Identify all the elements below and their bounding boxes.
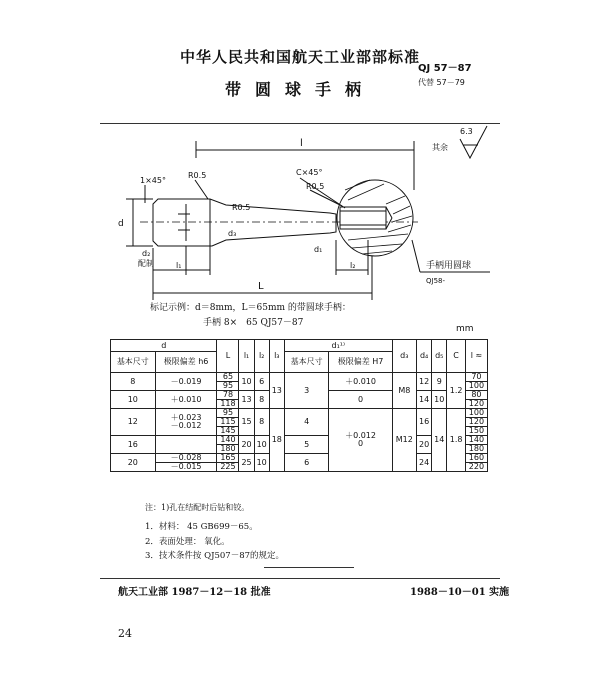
header-d: d: [111, 340, 217, 352]
d-tol-upper: ＋0.023: [170, 413, 202, 422]
l2-cell: 6: [254, 373, 269, 391]
L-cell: 140: [217, 436, 239, 445]
footnote: 注：1)孔在结配时后钻和铰。: [145, 503, 250, 512]
header-d-tol: 极限偏差 h6: [155, 352, 217, 373]
d5-cell: 9: [432, 373, 447, 391]
l-cell: 70: [465, 373, 487, 382]
approval-date: 航天工业部 1987－12－18 批准: [118, 587, 271, 598]
document-title: 带圆球手柄: [224, 80, 375, 99]
l2-cell: 8: [254, 409, 269, 436]
dimension-table: [110, 339, 488, 472]
ball-standard: QJ58-: [426, 277, 446, 285]
d-basic-cell: 20: [111, 454, 156, 472]
d5-cell: 10: [432, 391, 447, 409]
replaces-standard: 代替 57－79: [418, 78, 465, 87]
d-tol-cell: [155, 409, 217, 436]
d-tol-cell: ＋0.010: [155, 391, 217, 409]
unit-label: mm: [456, 324, 474, 334]
d4-cell: 20: [417, 436, 432, 454]
table-row: [111, 409, 488, 418]
table-row: [111, 373, 488, 382]
l-cell: 140: [465, 436, 487, 445]
d4-cell: 24: [417, 454, 432, 472]
dim-d1-label: d₁: [314, 245, 323, 254]
dim-d-label: d: [118, 219, 124, 229]
l-cell: 100: [465, 409, 487, 418]
d3-cell: M12: [392, 409, 416, 472]
d4-cell: 12: [417, 373, 432, 391]
standard-number: QJ 57－87: [418, 63, 472, 74]
d1-tol-cell: ＋0.010: [329, 373, 392, 391]
marking-example-line1: 标记示例：d＝8mm，L＝65mm 的带圆球手柄：: [150, 303, 351, 313]
L-cell: 95: [217, 382, 239, 391]
dim-L-label: L: [258, 281, 264, 292]
l1-cell: 13: [239, 391, 254, 409]
d3-cell: M8: [392, 373, 416, 409]
d-basic-cell: 8: [111, 373, 156, 391]
note-surface: 2．表面处理： 氧化。: [145, 537, 230, 547]
ball-callout: 手柄用圆球: [426, 261, 472, 271]
header-d4: d₄: [417, 340, 432, 373]
note-material: 1．材料： 45 GB699－65。: [145, 522, 258, 532]
L-cell: 180: [217, 445, 239, 454]
header-l3: l₃: [269, 340, 284, 373]
dim-l1-label: l₁: [176, 261, 182, 270]
dim-l-label: l: [300, 138, 303, 149]
header-l: l ≈: [465, 340, 487, 373]
chamfer-1x45-label: 1×45°: [140, 176, 166, 185]
l2-cell: 10: [254, 454, 269, 472]
C-cell: 1.8: [447, 409, 466, 472]
dim-d2-label: d₂: [142, 249, 151, 258]
d-basic-cell: 10: [111, 391, 156, 409]
d1-tol-upper: ＋0.012: [345, 431, 376, 440]
l1-cell: 10: [239, 373, 254, 391]
L-cell: 165: [217, 454, 239, 463]
d1-tol-lower: 0: [357, 439, 364, 448]
d5-cell: 14: [432, 409, 447, 472]
roughness-value: 6.3: [460, 127, 473, 136]
chamfer-label: C×45°: [296, 168, 323, 177]
d-tol-cell: －0.015: [155, 463, 217, 472]
header-d5: d₅: [432, 340, 447, 373]
d1-tol-cell: [329, 409, 392, 472]
L-cell: 225: [217, 463, 239, 472]
header-l2: l₂: [254, 340, 269, 373]
d1-basic-cell: 5: [284, 436, 329, 454]
header-d1-tol: 极限偏差 H7: [329, 352, 392, 373]
header-d1-basic: 基本尺寸: [284, 352, 329, 373]
header-d1: d₁¹⁾: [284, 340, 392, 352]
l1-cell: 15: [239, 409, 254, 436]
d-tol-cell: [155, 436, 217, 454]
l-cell: 220: [465, 463, 487, 472]
l1-cell: 20: [239, 436, 254, 454]
dim-d3-label: d₃: [228, 229, 237, 238]
table-row: [111, 436, 488, 445]
l-cell: 120: [465, 400, 487, 409]
l-cell: 160: [465, 454, 487, 463]
radius-label-a: R0.5: [188, 171, 207, 180]
l2-cell: 10: [254, 436, 269, 454]
d1-basic-cell: 6: [284, 454, 329, 472]
d4-cell: 14: [417, 391, 432, 409]
marking-example-line2: 手柄 8× 65 QJ57－87: [203, 318, 304, 328]
l2-cell: 8: [254, 391, 269, 409]
l-cell: 120: [465, 418, 487, 427]
header-L: L: [217, 340, 239, 373]
L-cell: 78: [217, 391, 239, 400]
l-cell: 100: [465, 382, 487, 391]
table-row: [111, 454, 488, 463]
dim-l2-label: l₂: [350, 261, 356, 270]
config-note: 配制: [138, 259, 154, 268]
roughness-label: 其余: [432, 143, 448, 152]
page-number: 24: [118, 627, 132, 640]
separator-short: [264, 567, 354, 568]
header-d3: d₃: [392, 340, 416, 373]
d-basic-cell: 16: [111, 436, 156, 454]
L-cell: 118: [217, 400, 239, 409]
radius-label-c: R0.5: [232, 203, 251, 212]
d-basic-cell: 12: [111, 409, 156, 436]
l-cell: 150: [465, 427, 487, 436]
header-d-basic: 基本尺寸: [111, 352, 156, 373]
d-tol-cell: －0.019: [155, 373, 217, 391]
radius-label-b: R0.5: [306, 182, 325, 191]
l3-cell: 18: [269, 409, 284, 472]
organization-header: 中华人民共和国航天工业部部标准: [179, 48, 420, 66]
l-cell: 80: [465, 391, 487, 400]
header-C: C: [447, 340, 466, 373]
l3-cell: 13: [269, 373, 284, 409]
d1-basic-cell: 3: [284, 373, 329, 409]
L-cell: 115: [217, 418, 239, 427]
d-tol-cell: －0.028: [155, 454, 217, 463]
d4-cell: 16: [417, 409, 432, 436]
l1-cell: 25: [239, 454, 254, 472]
note-technical-conditions: 3．技术条件按 QJ507－87的规定。: [145, 551, 285, 561]
header-l1: l₁: [239, 340, 254, 373]
L-cell: 65: [217, 373, 239, 382]
L-cell: 145: [217, 427, 239, 436]
d-tol-lower: －0.012: [170, 421, 202, 430]
l-cell: 180: [465, 445, 487, 454]
footer-rule: [100, 578, 500, 579]
L-cell: 95: [217, 409, 239, 418]
handle-technical-drawing: [0, 0, 600, 330]
d1-basic-cell: 4: [284, 409, 329, 436]
d1-tol-cell: 0: [329, 391, 392, 409]
C-cell: 1.2: [447, 373, 466, 409]
effective-date: 1988－10－01 实施: [410, 587, 510, 598]
